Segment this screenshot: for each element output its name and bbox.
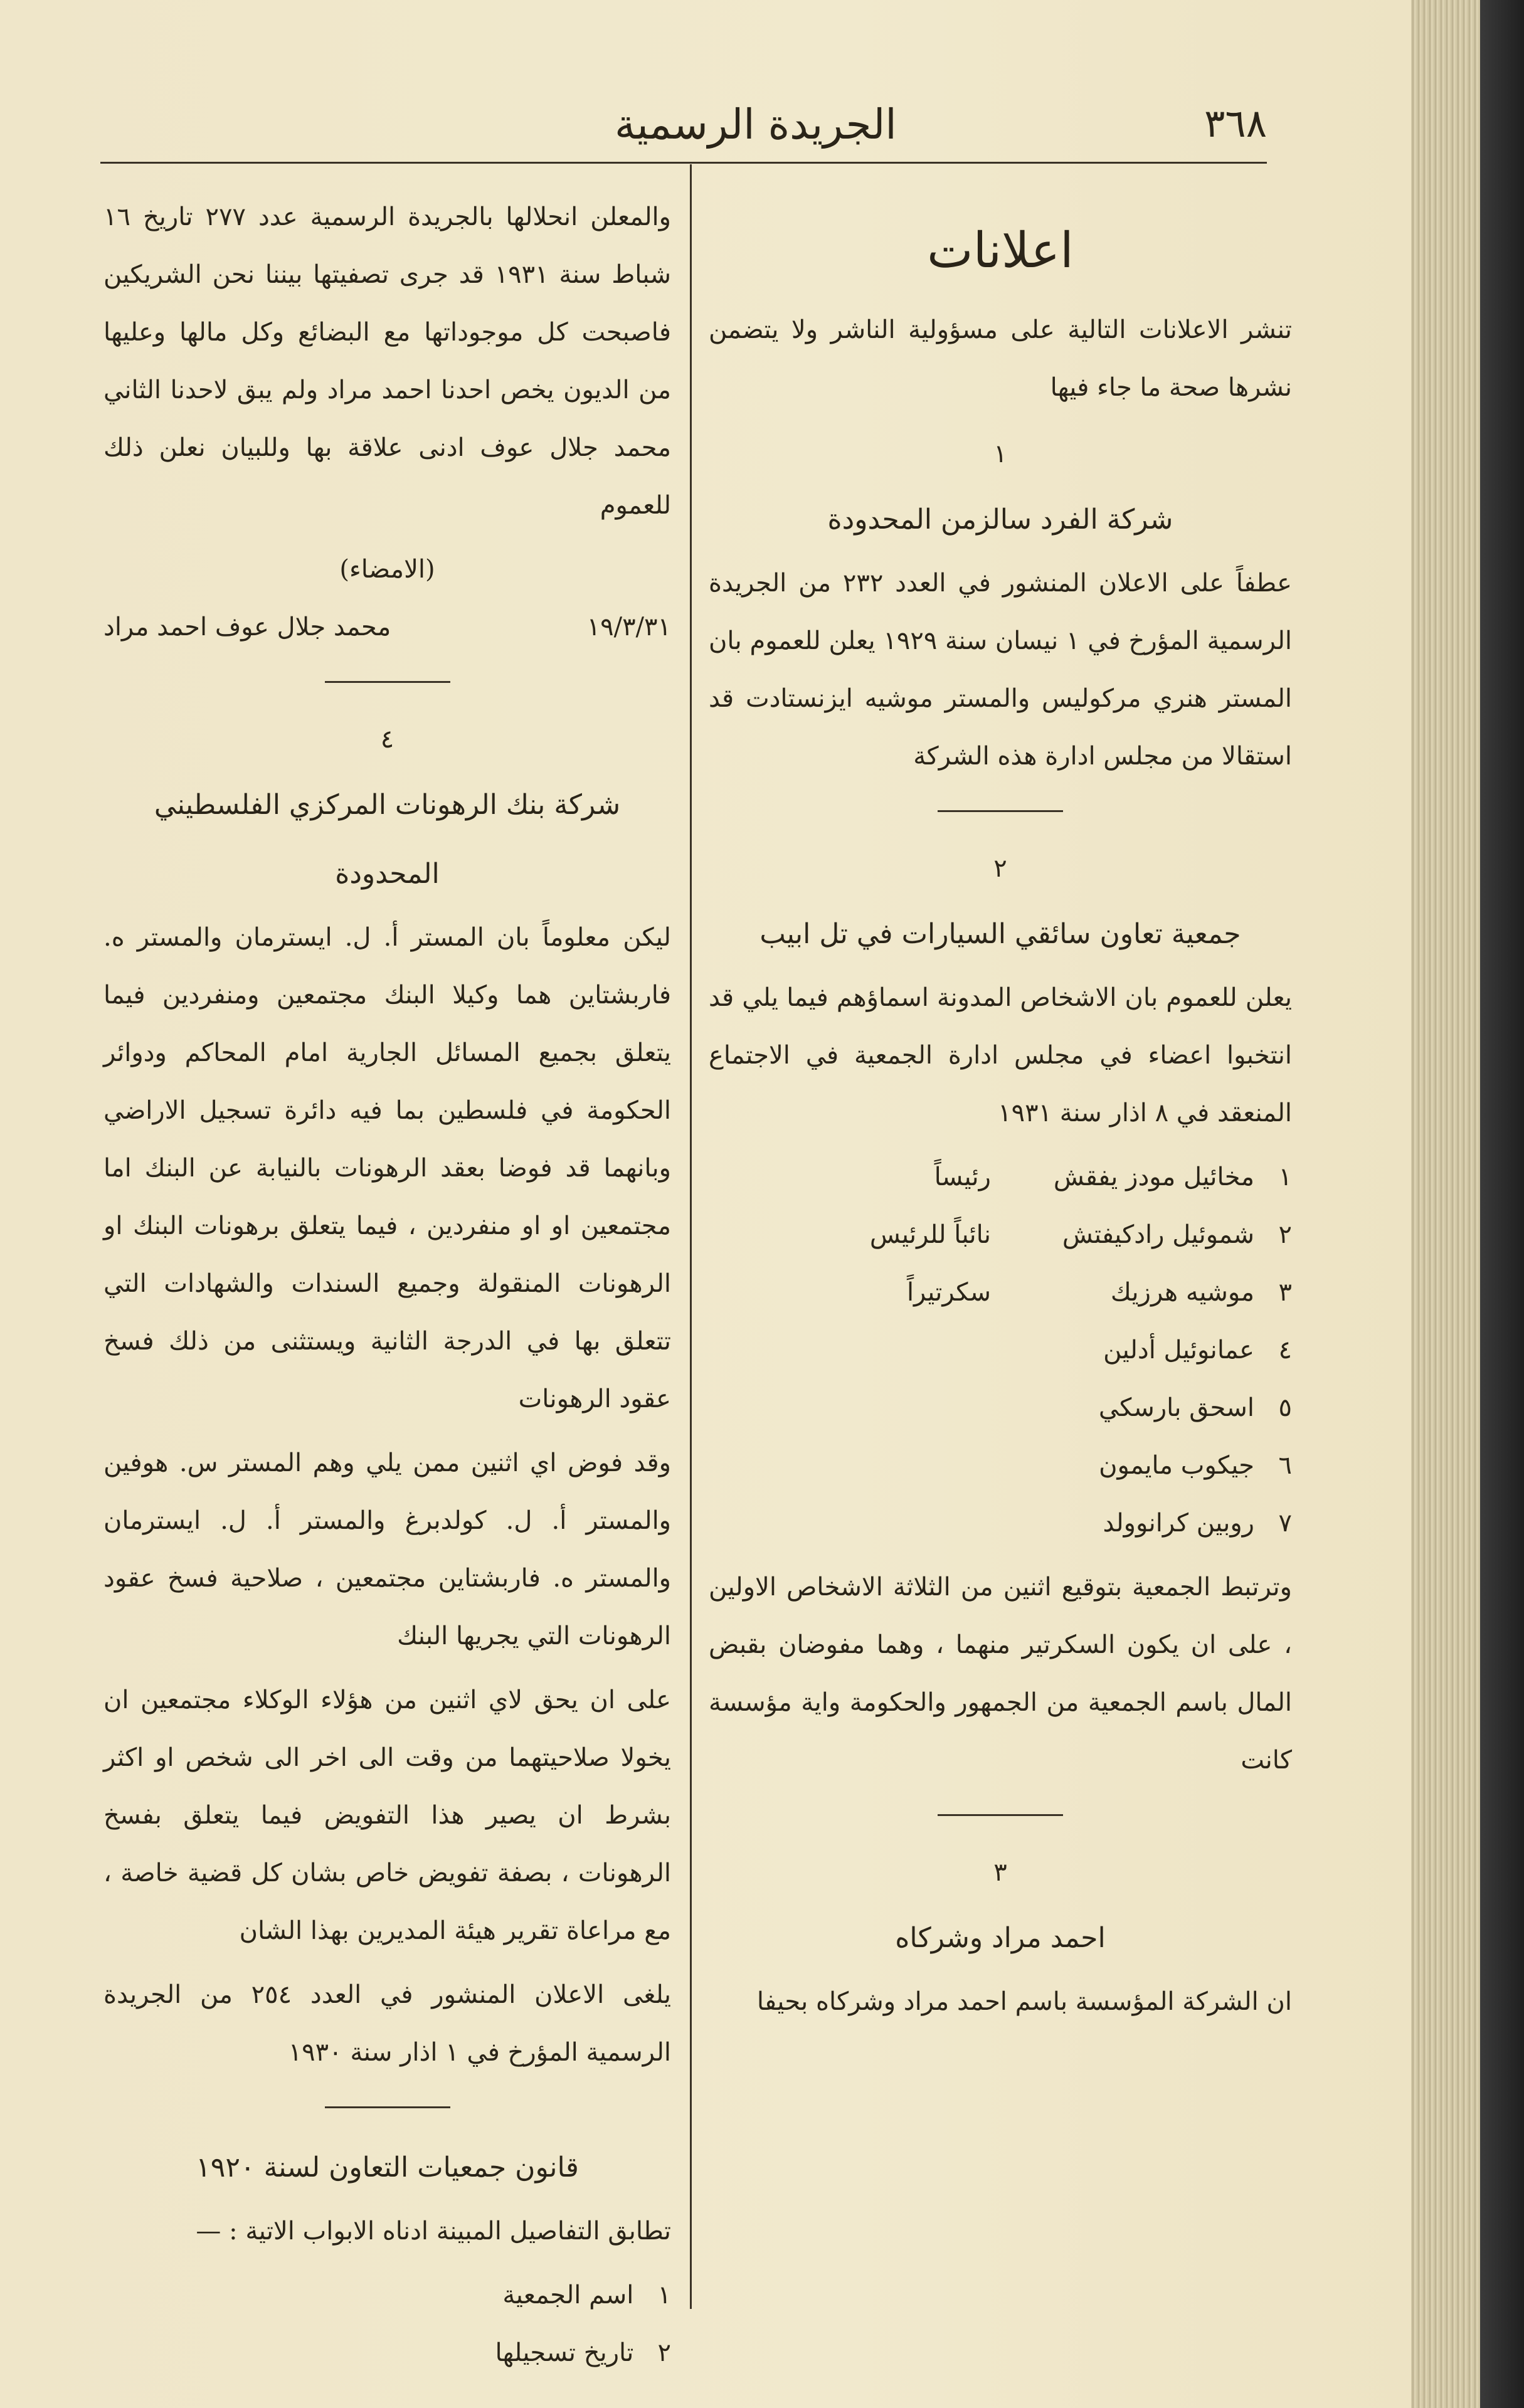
notice-4-para-2: وقد فوض اي اثنين ممن يلي وهم المستر س. هوفين والمستر أ. ل. كولدبرغ والمستر أ. ل. ايسترمان والمستر ه. فاربشتاين مجتمعين ، صلاحية فسخ عقود الرهونات التي يجريها البنك (103, 1449, 671, 1650)
separator-rule (938, 1814, 1063, 1816)
right-column (709, 188, 1292, 2037)
notice-4-para-1: ليكن معلوماً بان المستر أ. ل. ايسترمان والمستر ه. فاربشتاين هما وكيلا البنك مجتمعين ومنفردين فيما يتعلق بجميع المسائل الجارية امام المحاكم ودوائر الحكومة في فلسطين بما فيه دائرة تسجيل الاراضي وبانهما قد فوضا بعقد الرهونات بالنيابة عن البنك اما مجتمعين او او منفردين ، فيما يتعلق برهونات البنك او الرهونات المنقولة وجميع السندات والشهادات التي تتعلق بها في الدرجة الثانية ويستثنى من ذلك فسخ عقود الرهونات (103, 923, 671, 1413)
column-divider (690, 164, 692, 2309)
list-item: ٢ تاريخ تسجيلها (495, 2338, 671, 2367)
signature-row (103, 598, 671, 656)
notice-2-heading: جمعية تعاون سائقي السيارات في تل ابيب (759, 918, 1241, 950)
left-column (103, 188, 671, 2382)
section-intro: تنشر الاعلانات التالية على مسؤولية الناشر ولا يتضمن نشرها صحة ما جاء فيها (709, 315, 1292, 402)
list-item: ٧ روبين كرانوولد (1103, 1509, 1292, 1538)
separator-rule (325, 2106, 450, 2108)
notice-4-para-3: على ان يحق لاي اثنين من هؤلاء الوكلاء مجتمعين ان يخولا صلاحيتهما من وقت الى اخر الى شخص او اكثر بشرط ان يصير هذا التفويض فيما يتعلق بفسخ الرهونات ، بصفة تفويض خاص بشان كل قضية خاصة ، مع مراعاة تقرير هيئة المديرين بهذا الشان (103, 1686, 671, 1945)
section-title: اعلانات (927, 223, 1074, 279)
notice-1-heading: شركة الفرد سالزمن المحدودة (827, 504, 1173, 536)
running-title: الجريدة الرسمية (615, 100, 897, 149)
list-item: ٥ اسحق بارسكي (1098, 1393, 1292, 1422)
law-heading: قانون جمعيات التعاون لسنة ١٩٢٠ (196, 2152, 579, 2184)
notice-2-body: يعلن للعموم بان الاشخاص المدونة اسماؤهم فيما يلي قد انتخبوا اعضاء في مجلس ادارة الجمعية في الاجتماع المنعقد في ٨ اذار سنة ١٩٣١ (709, 983, 1292, 1127)
list-item: ١ اسم الجمعية (502, 2281, 671, 2310)
law-intro: تطابق التفاصيل المبينة ادناه الابواب الاتية : — (196, 2217, 671, 2246)
notice-3-number: ٣ (993, 1858, 1007, 1887)
list-item: ٢ شموئيل رادكيفتش نائباً للرئيس (869, 1220, 1292, 1249)
list-item: ٣ موشيه هرزيك سكرتيراً (906, 1278, 1292, 1307)
board-members-list (709, 1148, 1292, 1552)
notice-3-heading: احمد مراد وشركاه (895, 1922, 1106, 1954)
notice-4-para-4: يلغى الاعلان المنشور في العدد ٢٥٤ من الجريدة الرسمية المؤرخ في ١ اذار سنة ١٩٣٠ (103, 1980, 671, 2067)
signature-date: ١٩/٣/٣١ (586, 613, 671, 642)
list-item: ٤ عمانوئيل أدلين (1103, 1336, 1292, 1365)
signature-names: محمد جلال عوف احمد مراد (103, 613, 391, 642)
notice-1-body: عطفاً على الاعلان المنشور في العدد ٢٣٢ من الجريدة الرسمية المؤرخ في ١ نيسان سنة ١٩٢٩ يعلن للعموم بان المستر هنري مركوليس والمستر موشيه ايزنستادت قد استقالا من مجلس ادارة هذه الشركة (709, 569, 1293, 771)
notice-2-footer: وترتبط الجمعية بتوقيع اثنين من الثلاثة الاشخاص الاولين ، على ان يكون السكرتير منهما ، وهما مفوضان بقبض المال باسم الجمعية من الجمهور والحكومة واية مؤسسة كانت (709, 1573, 1292, 1775)
page-header (100, 88, 1267, 163)
page-number: ٣٦٨ (1204, 100, 1267, 146)
notice-1-number: ١ (993, 440, 1007, 468)
notice-2-number: ٢ (993, 854, 1007, 883)
signature-label: (الامضاء) (339, 555, 435, 584)
notice-4-number: ٤ (380, 725, 394, 754)
list-item: ١ مخائيل مودز يفقش رئيساً (934, 1163, 1292, 1191)
notice-3-body: ان الشركة المؤسسة باسم احمد مراد وشركاه بحيفا (756, 1987, 1292, 2016)
notice-3-continuation: والمعلن انحلالها بالجريدة الرسمية عدد ٢٧٧ تاريخ ١٦ شباط سنة ١٩٣١ قد جرى تصفيتها بيننا نحن الشريكين فاصبحت كل موجوداتها مع البضائع وكل مالها وعليها من الديون يخص احدنا احمد مراد ولم يبق لاحدنا الثاني محمد جلال عوف ادنى علاقة بها وللبيان نعلن ذلك للعموم (103, 203, 671, 520)
separator-rule (325, 681, 450, 683)
header-rule (100, 162, 1267, 164)
book-cover-edge (1480, 0, 1524, 2408)
notice-4-heading: شركة بنك الرهونات المركزي الفلسطيني المحدودة (154, 789, 621, 890)
list-item: ٦ جيكوب مايمون (1099, 1451, 1292, 1480)
separator-rule (938, 810, 1063, 812)
